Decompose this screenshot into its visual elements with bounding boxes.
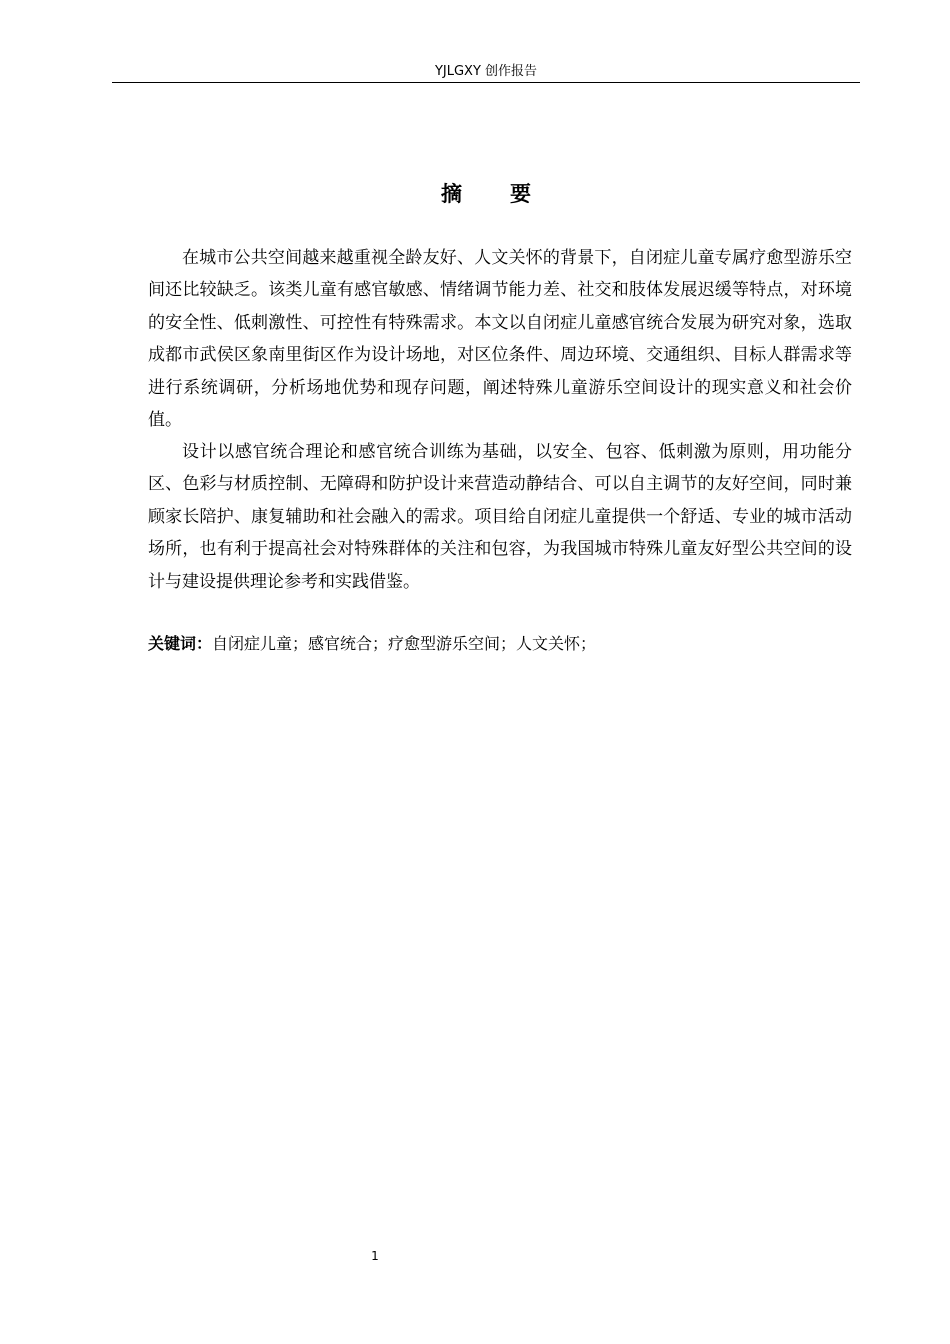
abstract-title: 摘要 <box>441 182 579 206</box>
page-header: YJLGXY 创作报告 <box>434 64 538 79</box>
keywords-line <box>148 628 852 660</box>
abstract-paragraph-2: 设计以感官统合理论和感官统合训练为基础，以安全、包容、低刺激为原则，用功能分区、色彩与材质控制、无障碍和防护设计来营造动静结合、可以自主调节的友好空间，同时兼顾家长陪护、康复辅助和社会融入的需求。项目给自闭症儿童提供一个舒适、专业的城市活动场所，也有利于提高社会对特殊群体的关注和包容，为我国城市特殊儿童友好型公共空间的设计与建设提供理论参考和实践借鉴。 <box>148 442 852 592</box>
page-number: 1 <box>371 1249 379 1263</box>
keywords-text: 自闭症儿童；感官统合；疗愈型游乐空间；人文关怀； <box>212 634 597 653</box>
keywords-label: 关键词： <box>148 634 213 653</box>
header-divider <box>112 82 860 83</box>
abstract-paragraph-1: 在城市公共空间越来越重视全龄友好、人文关怀的背景下，自闭症儿童专属疗愈型游乐空间还比较缺乏。该类儿童有感官敏感、情绪调节能力差、社交和肢体发展迟缓等特点，对环境的安全性、低刺激性、可控性有特殊需求。本文以自闭症儿童感官统合发展为研究对象，选取成都市武侯区象南里街区作为设计场地，对区位条件、周边环境、交通组织、目标人群需求等进行系统调研，分析场地优势和现存问题，阐述特殊儿童游乐空间设计的现实意义和社会价值。 <box>148 248 852 431</box>
